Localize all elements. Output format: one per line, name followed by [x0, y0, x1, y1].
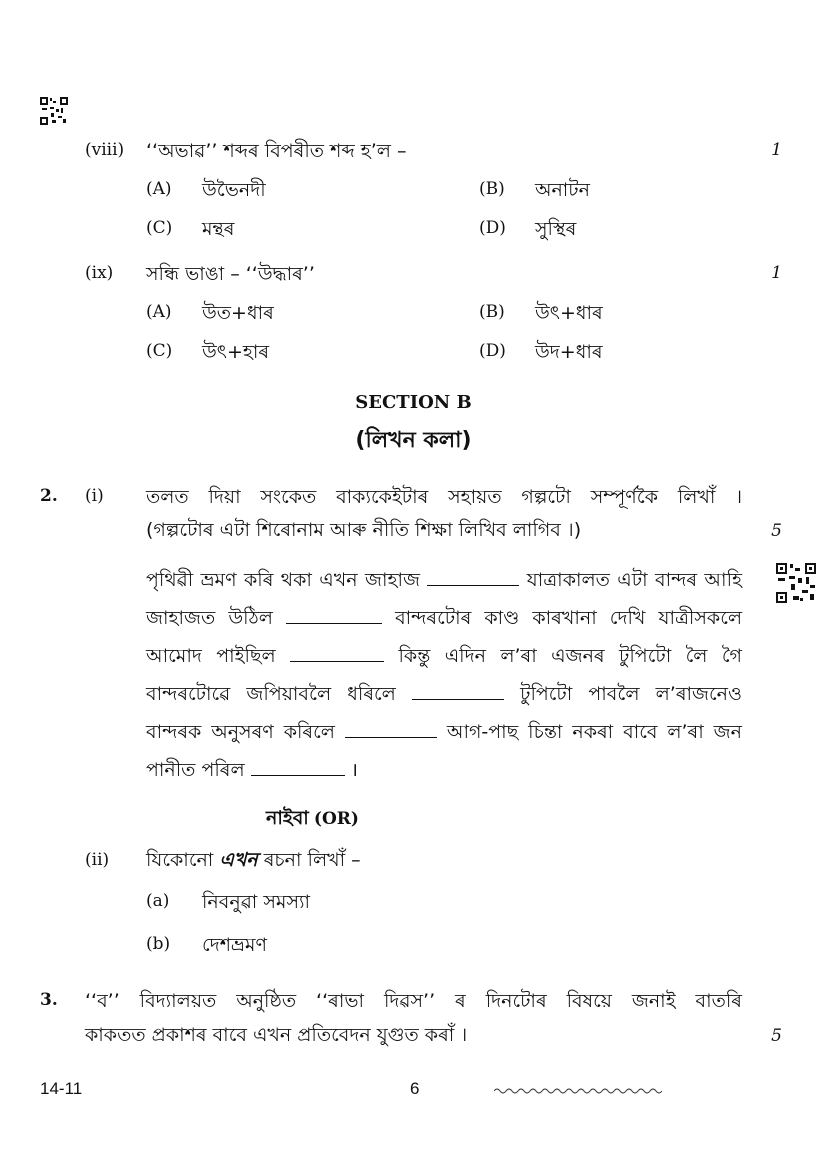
question-number-2: 2.	[40, 486, 58, 506]
choice-label: (a)	[146, 891, 170, 911]
answer-blank[interactable]	[412, 685, 504, 700]
option-text: উদ+ধাৰ	[535, 341, 603, 363]
story-paragraph	[146, 561, 742, 789]
choice-text: নিবনুৱা সমস্যা	[202, 891, 311, 913]
or-label	[266, 804, 359, 836]
paper-code: 14-11	[40, 1079, 83, 1098]
story-sentence: টুপিটো পাবলৈ ল’ৰাজনেও বান্দৰক অনুসৰণ কৰিলে	[146, 683, 742, 743]
marks-viii: 1	[771, 140, 782, 160]
instruction-line-2: (গল্পটোৰ এটা শিৰোনাম আৰু নীতি শিক্ষা লিখিব লাগিব ।)	[146, 519, 582, 541]
q3-line-2: কাকতত প্ৰকাশৰ বাবে এখন প্ৰতিবেদন যুগুত কৰাঁ ।	[85, 1024, 468, 1046]
answer-blank[interactable]	[427, 571, 519, 586]
question-text-viii: ‘‘অভাৱ’’ শব্দৰ বিপৰীত শব্দ হ’ল –	[146, 140, 407, 162]
story-sentence: কিন্তু এদিন ল’ৰা এজনৰ টুপিটো লৈ গৈ বান্দৰটোৱে জপিয়াবলৈ ধৰিলে	[146, 645, 742, 705]
option-label: (A)	[146, 302, 172, 322]
story-sentence: যাত্ৰাকালত এটা বান্দৰ আহি জাহাজত উঠিল	[146, 569, 743, 629]
sub-question-i: (i)	[85, 486, 104, 506]
option-text: উভৈনদী	[202, 179, 266, 201]
sub-question-ii: (ii)	[85, 850, 110, 870]
qr-code-icon	[776, 563, 816, 603]
answer-blank[interactable]	[345, 723, 437, 738]
option-text: উৎ+ধাৰ	[535, 302, 603, 324]
option-text: উত+ধাৰ	[202, 302, 274, 324]
q3-line-1: ‘‘ব’’ বিদ্যালয়ত অনুষ্ঠিত ‘‘ৰাভা দিৱস’’ ৰ দিনটোৰ বিষয়ে জনাই বাতৰি	[85, 990, 742, 1012]
choice-label: (b)	[146, 934, 171, 954]
option-text: অনাটন	[535, 179, 590, 201]
marks-q3: 5	[771, 1026, 782, 1046]
or-label-en: (OR)	[313, 809, 359, 829]
story-sentence: পৃথিৱী ভ্ৰমণ কৰি থকা এখন জাহাজ	[146, 569, 420, 591]
option-label: (A)	[146, 179, 172, 199]
instruction-line-1: তলত দিয়া সংকেত বাক্যকেইটাৰ সহায়ত গল্পটো সম্পূৰ্ণকৈ লিখাঁ ।	[146, 486, 742, 508]
or-label-bn: নাইবা	[266, 807, 309, 829]
option-label: (B)	[479, 179, 505, 199]
answer-blank[interactable]	[251, 761, 345, 776]
option-label: (B)	[479, 302, 505, 322]
option-label: (C)	[146, 341, 173, 361]
choice-text: দেশভ্ৰমণ	[202, 934, 267, 956]
marks-q2: 5	[771, 521, 782, 541]
ii-text-pre: যিকোনো	[146, 849, 214, 871]
section-subtitle: (লিখন কলা)	[355, 428, 472, 453]
answer-blank[interactable]	[286, 609, 382, 624]
option-text: উৎ+হাৰ	[202, 341, 270, 363]
question-number-viii: (viii)	[85, 140, 125, 160]
question-number-ix: (ix)	[85, 263, 114, 283]
option-label: (C)	[146, 218, 173, 238]
option-text: মন্থৰ	[202, 218, 235, 240]
question-text-ix: সন্ধি ভাঙা – ‘‘উদ্ধাৰ’’	[146, 263, 315, 285]
question-text-ii	[146, 846, 361, 878]
option-text: সুস্থিৰ	[535, 218, 577, 240]
ii-text-bold: এখন	[219, 849, 258, 871]
ii-text-post: ৰচনা লিখাঁ –	[263, 849, 361, 871]
story-end: ।	[350, 759, 358, 781]
option-label: (D)	[479, 341, 506, 361]
story-sentence: আগ-পাছ চিন্তা নকৰা বাবে ল’ৰা জন পানীত পৰিল	[146, 721, 743, 781]
qr-code-icon	[40, 97, 68, 125]
answer-blank[interactable]	[290, 647, 384, 662]
story-sentence: বান্দৰটোৰ কাণ্ড কাৰখানা দেখি যাত্ৰীসকলে আমোদ পাইছিল	[146, 607, 742, 667]
question-number-3: 3.	[40, 990, 58, 1010]
wavy-line-icon	[494, 1081, 662, 1100]
option-label: (D)	[479, 218, 506, 238]
section-title: SECTION B	[355, 392, 472, 413]
marks-ix: 1	[771, 263, 782, 283]
page-number: 6	[410, 1079, 420, 1098]
